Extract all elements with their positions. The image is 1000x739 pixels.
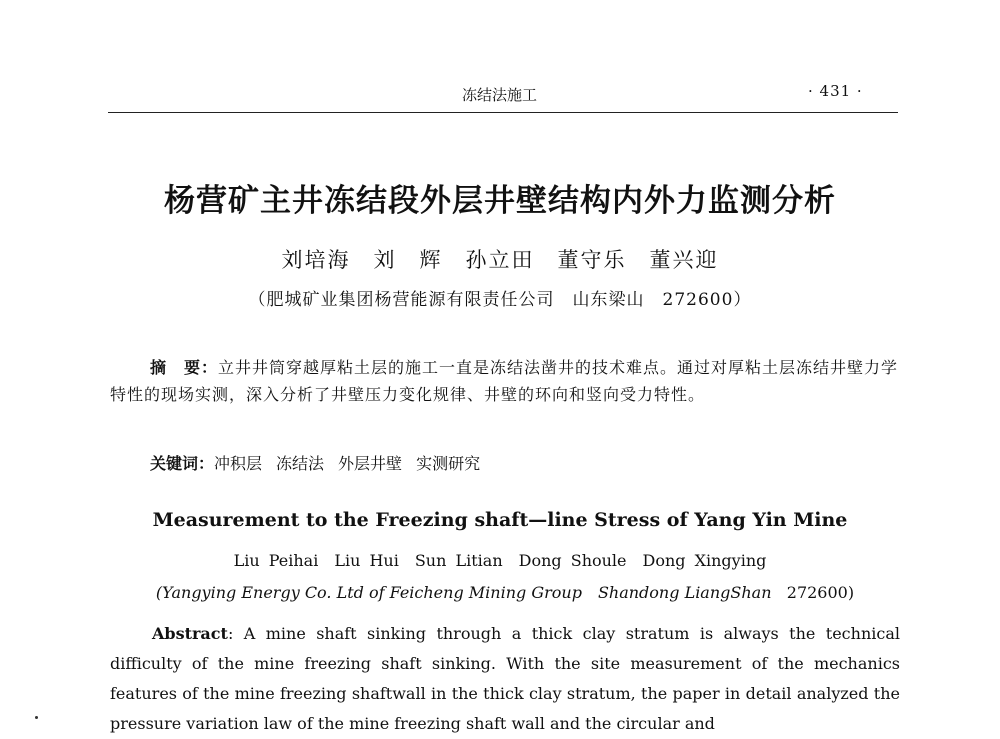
english-abstract-text: A mine shaft sinking through a thick clay stratum is always the technical difficulty of the mine freezing shaft sinking. With the site measurement of the mechanics features of the mine freezing shaftwall in the thick clay stratum, the paper in detail analyzed the pressure variation law of the mine freezing shaft wall and the circular and <box>110 624 900 733</box>
chinese-affiliation: （肥城矿业集团杨营能源有限责任公司 山东梁山 272600） <box>248 290 752 310</box>
page-number: · 431 · <box>808 82 863 100</box>
chinese-title: 杨营矿主井冻结段外层井壁结构内外力监测分析 <box>164 183 836 219</box>
english-authors: Liu Peihai Liu Hui Sun Litian Dong Shoule Dong Xingying <box>233 551 767 570</box>
english-affiliation <box>110 580 900 603</box>
margin-speck <box>35 716 38 719</box>
header-rule <box>108 112 898 113</box>
chinese-abstract-label: 摘 要： <box>150 358 219 377</box>
english-affiliation-postcode: 272600) <box>786 583 855 602</box>
chinese-keywords <box>150 451 494 474</box>
keywords-label: 关键词： <box>150 454 215 473</box>
chinese-abstract-text: 立井井筒穿越厚粘土层的施工一直是冻结法凿井的技术难点。通过对厚粘土层冻结井壁力学特性的现场实测，深入分析了井壁压力变化规律、井壁的环向和竖向受力特性。 <box>110 358 899 404</box>
chinese-abstract <box>110 354 900 408</box>
keyword: 外层井壁 <box>338 454 403 473</box>
chinese-authors: 刘培海 刘 辉 孙立田 董守乐 董兴迎 <box>281 248 719 272</box>
english-affiliation-name: (Yangying Energy Co. Ltd of Feicheng Mining Group Shandong LiangShan <box>155 583 772 602</box>
english-title: Measurement to the Freezing shaft—line Stress of Yang Yin Mine <box>152 509 848 531</box>
keyword: 实测研究 <box>416 454 481 473</box>
english-abstract: Abstract: A mine shaft sinking through a thick clay stratum is always the technical difficulty of the mine freezing shaft sinking. With the site measurement of the mechanics features of the mine freezing shaftwall in the thick clay stratum, the paper in detail analyzed the pressure variation law of the mine freezing shaft wall and the circular and <box>110 624 900 733</box>
keyword: 冻结法 <box>276 454 325 473</box>
english-abstract-label: Abstract <box>152 624 228 643</box>
running-title: 冻结法施工 <box>462 86 538 104</box>
keyword: 冲积层 <box>214 454 263 473</box>
